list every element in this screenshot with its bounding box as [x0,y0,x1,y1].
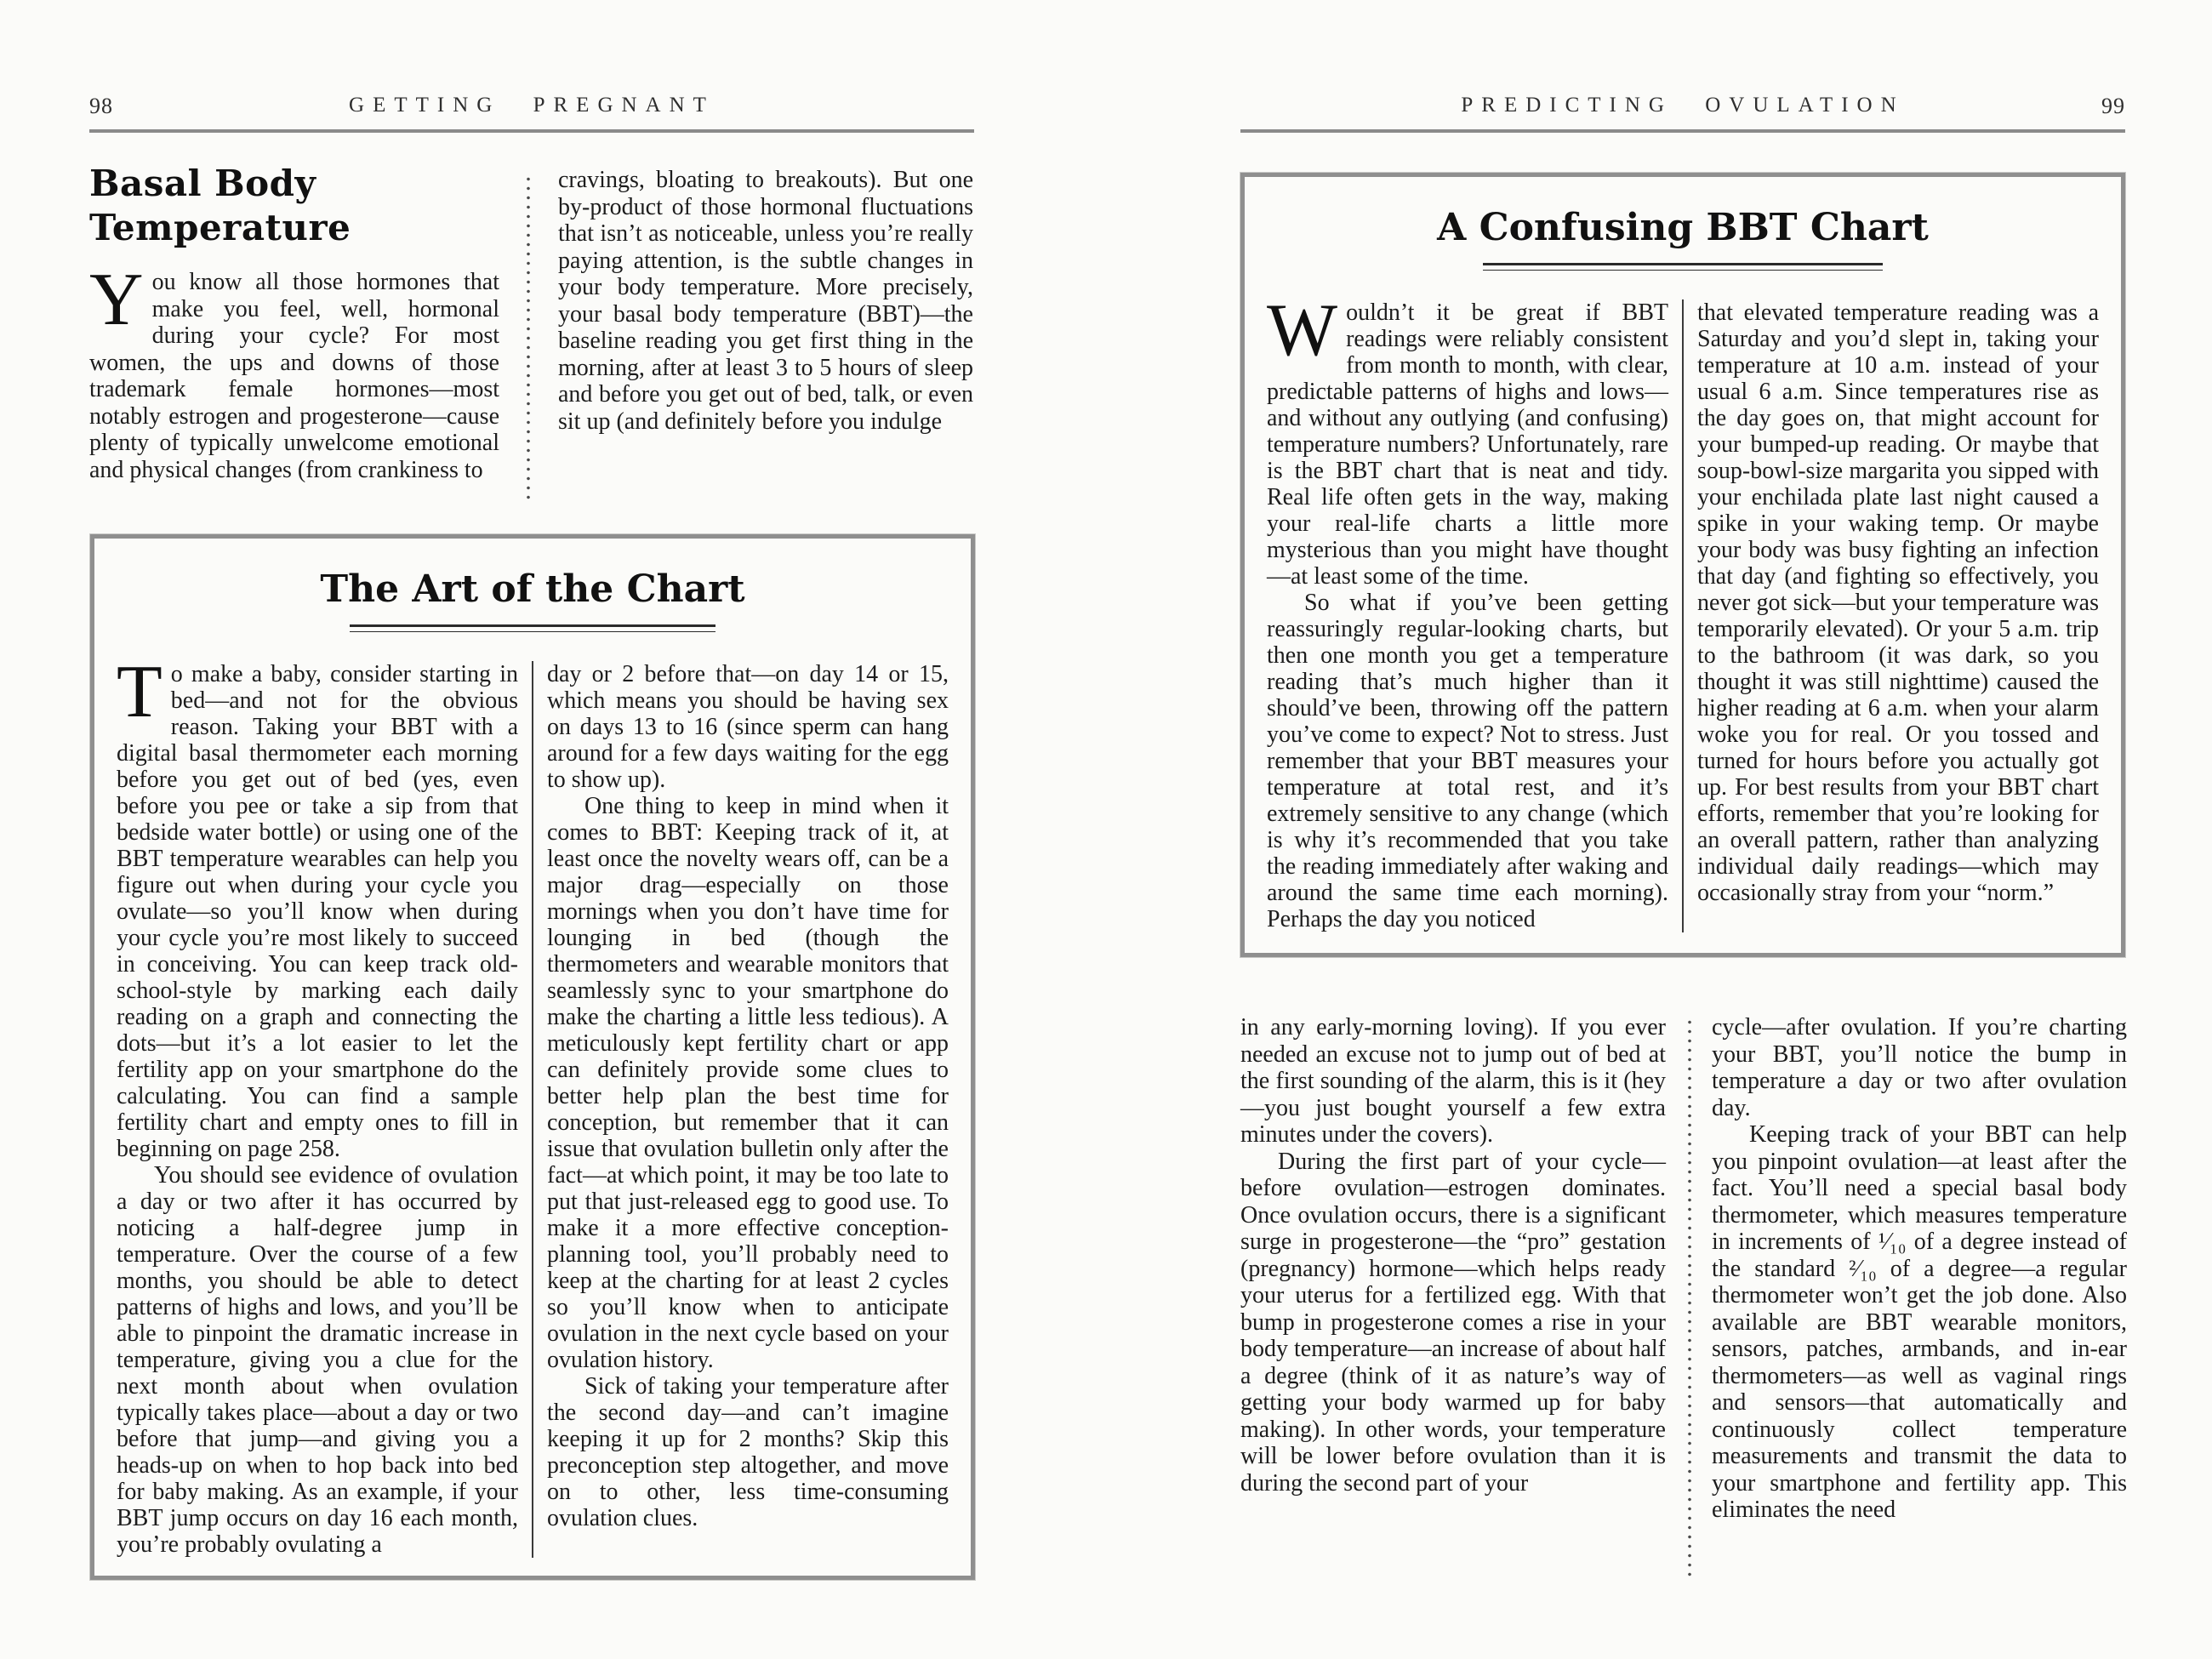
sidebar-box-confusing-bbt-chart [1240,173,2125,957]
intro-column-2 [558,167,973,435]
column-separator-dotted-left-page [527,174,530,505]
body-paragraph: cycle—after ovulation. If you’re charting your BBT, you’ll notice the bump in temperature a day or two after ovulation day. [1712,1014,2127,1121]
box-paragraph-text: o make a baby, consider starting in bed—and not for the obvious reason. Taking your BBT with a digital basal thermometer each morning before you get out of bed (yes, even before you pee or take a sip from that bedside water bottle) or using one of the BBT temperature wearables can help you figure out when during your cycle you ovulate—so you’ll know when during your cycle you’re most likely to succeed in conceiving. You can keep track old-school-style by marking each daily reading on a graph and connecting the dots—but it’s a lot easier to let the fertility app on your smartphone do the calculating. You can find a sample fertility chart and empty ones to fill in beginning on page 258. [117,661,518,1162]
running-head-right: PREDICTING OVULATION [1461,94,1905,117]
page-number-left: 98 [89,94,113,118]
body-paragraph: Keeping track of your BBT can help you pinpoint ovulation—at least after the fact. You’ll need a special basal body thermometer, which measures temperature in increments of ¹⁄₁₀ of a degree instead of the standard ²⁄₁₀ of a degree—a regular thermometer won’t get the job done. Also available are BBT wearable monitors, sensors, patches, armbands, and in-ear thermometers—as well as vaginal rings and sensors—that automatically and continuously collect temperature measurements and transmit the data to your smartphone and fertility app. This eliminates the need [1712,1121,2127,1523]
column-separator-dotted-right-page [1688,1018,1691,1579]
box-title-art-of-the-chart: The Art of the Chart [320,567,745,611]
sidebar-box-art-of-the-chart [90,534,975,1580]
body-column-2-right-page [1712,1014,2127,1524]
box-paragraph: that elevated temperature reading was a Saturday and you’d slept in, taking your temperature at 10 a.m. instead of your usual 6 a.m. Since temperatures rise as the day goes on, that might account for your bumped-up reading. Or maybe that soup-bowl-size margarita you sipped with your enchilada plate last night caused a spike in your waking temp. Or maybe your body was busy fighting an infection that day (and fighting so effectively, you never got sick—but your temperature was temporarily elevated). Or your 5 a.m. trip to the bathroom (it was dark, so you thought it was still nighttime) caused the higher reading at 6 a.m. when your alarm woke you for real. Or you tossed and turned for hours before you actually got up. For best results from your BBT chart efforts, remember that you’re looking for an overall pattern, rather than analyzing individual daily readings—which may occasionally stray from your “norm.” [1697,299,2099,906]
box-title-underline [350,624,715,632]
box-paragraph: You should see evidence of ovulation a day or two after it has occurred by noticing a half-degree jump in temperature. Over the course of a few months, you should be able to detect patterns of highs and lows, and you’ll be able to pinpoint the dramatic increase in temperature, giving you a clue for the next month about when ovulation typically takes place—about a day or two before that jump—and giving you a heads-up on when to hop back into bed for baby making. As an example, if your BBT jump occurs on day 16 each month, you’re probably ovulating a [117,1162,518,1558]
intro-paragraph-2: cravings, bloating to breakouts). But one by-product of those hormonal fluctuations that isn’t as noticeable, unless you’re really paying attention, is the subtle changes in your body temperature. More precisely, your basal body temperature (BBT)—the baseline reading you get first thing in the morning, after at least 3 to 5 hours of sleep and before you get out of bed, talk, or even sit up (and definitely before you indulge [558,167,973,435]
body-paragraph: During the first part of your cycle—before ovulation—estrogen dominates. Once ovulation occurs, there is a significant surge in progesterone—the “pro” gestation (pregnancy) hormone—which helps ready your uterus for a fertilized egg. With that bump in progesterone comes a rise in your body temperature—an increase of about half a degree (think of it as nature’s way of getting your body warmed up for baby making). In other words, your temperature will be lower before ovulation than it is during the second part of your [1240,1148,1666,1497]
header-rule-right [1240,129,2125,133]
running-head-left: GETTING PREGNANT [349,94,715,117]
drop-cap-w: W [1267,289,1338,372]
box-title-underline [1483,263,1883,271]
intro-column-1 [89,259,499,483]
box-title-confusing-bbt-chart: A Confusing BBT Chart [1437,206,1929,249]
box-paragraph: Sick of taking your temperature after the second day—and can’t imagine keeping it up for 2 months? Skip this preconception step altogether, and move on to other, less time-consuming ovulation clues. [547,1373,949,1531]
box-paragraph-text: ouldn’t it be great if BBT readings were reliably consistent from month to month, with clear, predictable patterns of highs and lows—and without any outlying (and confusing) temperature numbers? Unfortunately, rare is the BBT chart that is neat and tidy. Real life often gets in the way, making your real-life charts a little more mysterious than you might have thought—at least some of the time. [1267,299,1668,590]
box-paragraph: day or 2 before that—on day 14 or 15, which means you should be having sex on days 13 to 16 (since sperm can hang around for a few days waiting for the egg to show up). [547,661,949,793]
page-number-right: 99 [2101,94,2125,118]
box-paragraph [117,651,518,1162]
box-paragraph [1267,289,1668,590]
box-column-1 [117,651,518,1558]
drop-cap-y: Y [89,259,144,341]
box-columns [94,651,971,1558]
box-columns [1245,289,2121,932]
box-column-2 [532,661,949,1558]
box-paragraph: One thing to keep in mind when it comes to BBT: Keeping track of it, at least once the novelty wears off, can be a major drag—especially on those mornings when you don’t have time for lounging in bed (though the thermometers and wearable monitors that seamlessly sync to your smartphone do make the charting a little less tedious). A meticulously kept fertility chart or app can definitely provide some clues to better help plan the best time for conception, but remember that it can issue that ovulation bulletin only after the fact—at which point, it may be too late to put that just-released egg to good use. To make it a more effective conception-planning tool, you’ll probably need to keep at the charting for at least 2 cycles so you’ll know when to anticipate ovulation in the next cycle based on your ovulation history. [547,793,949,1373]
intro-paragraph-1-text: ou know all those hormones that make you feel, well, hormonal during your cycle? For most women, the ups and downs of those trademark female hormones—most notably estrogen and progesterone—cause plenty of typically unwelcome emotional and physical changes (from crankiness to [89,269,499,483]
box-column-1 [1267,289,1668,932]
body-paragraph: in any early-morning loving). If you ever needed an excuse not to jump out of bed at the first sounding of the alarm, this is it (hey—you just bought yourself a few extra minutes under the covers). [1240,1014,1666,1148]
section-heading: Basal Body Temperature [89,162,351,248]
header-rule-left [89,129,974,133]
intro-paragraph-1 [89,259,499,483]
box-paragraph: So what if you’ve been getting reassuringly regular-looking charts, but then one month you get a temperature reading that’s much higher than it should’ve been, throwing off the pattern you’ve come to expect? Not to stress. Just remember that your BBT measures your temperature at total rest, and it’s extremely sensitive to any change (which is why it’s recommended that you take the reading immediately after waking and around the same time each morning). Perhaps the day you noticed [1267,590,1668,932]
box-column-2 [1682,299,2099,932]
body-column-1-right-page [1240,1014,1666,1497]
drop-cap-t: T [117,651,162,733]
